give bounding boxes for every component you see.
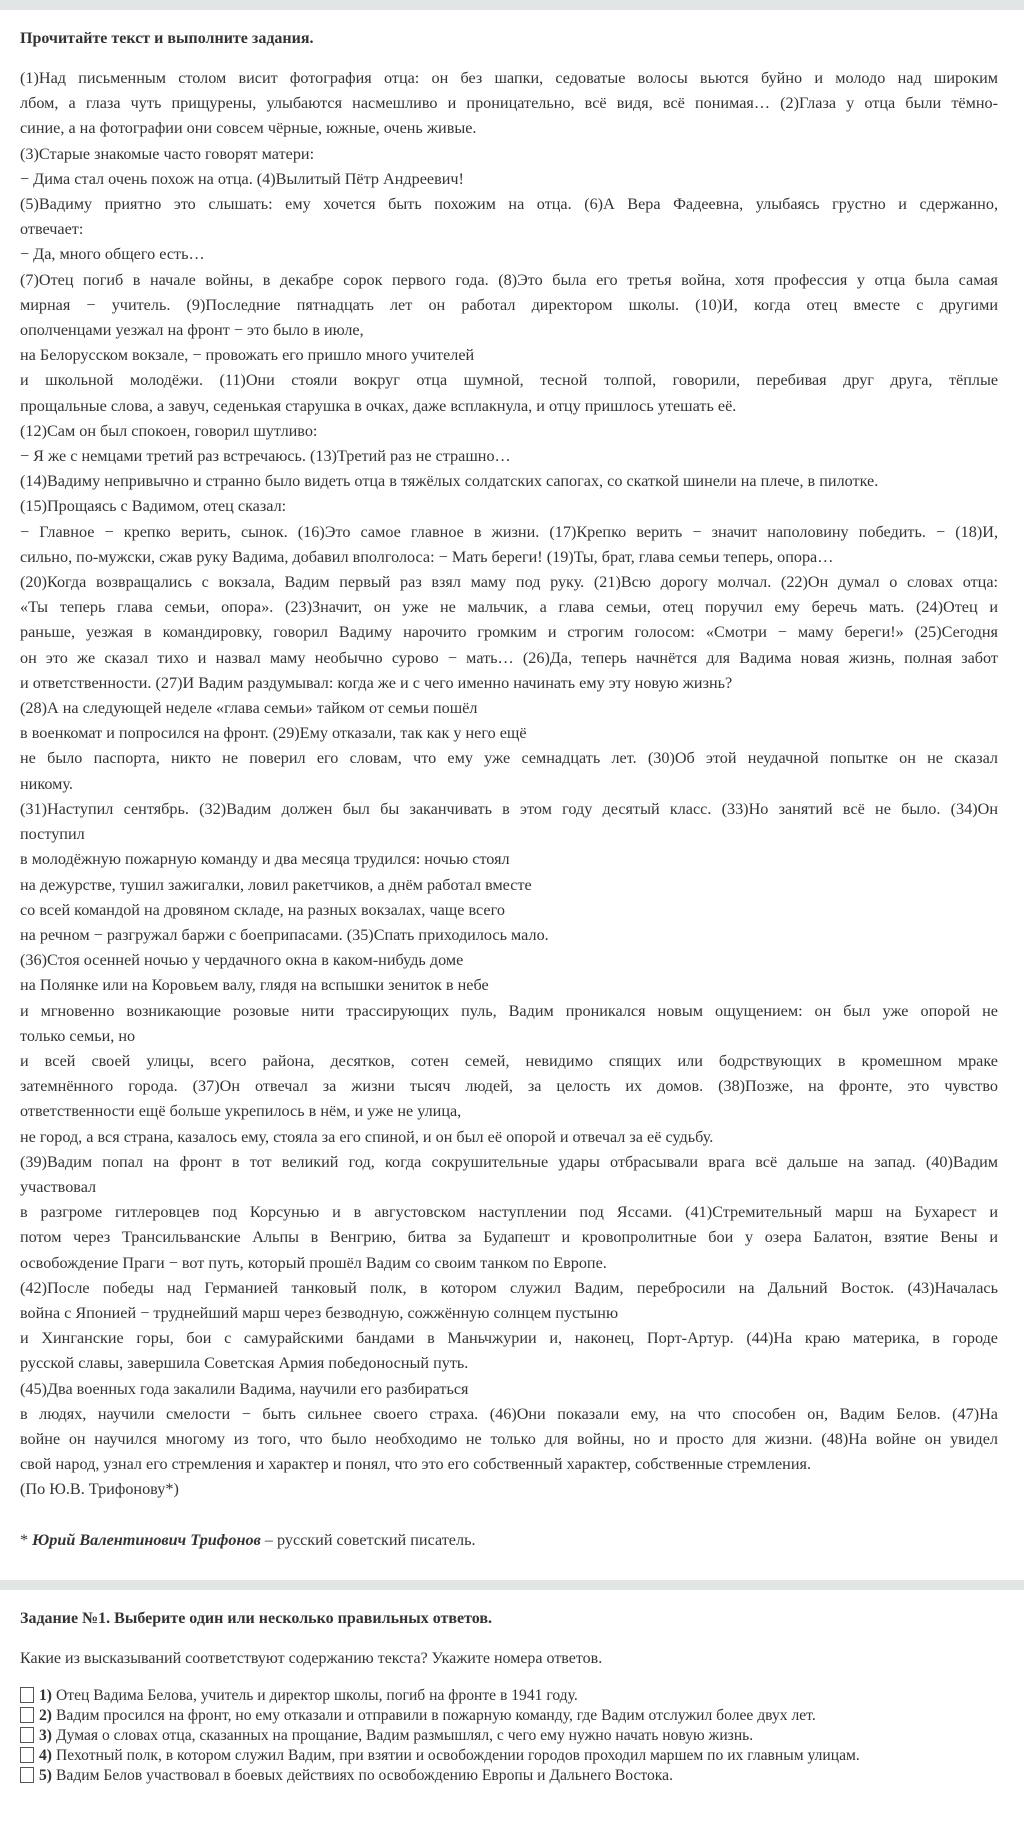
reading-text-section [20,26,998,1553]
footnote [20,1528,998,1553]
text-line: в людях, научили смелости − быть сильнее своего страха. (46)Они показали ему, на что способен он, Вадим Белов. (47)На [20,1404,998,1423]
text-line: не было паспорта, никто не поверил его словам, что ему уже семнадцать лет. (30)Об этой неудачной попытке он не сказал [20,749,998,768]
text-line: мирная − учитель. (9)Последние пятнадцать лет он работал директором школы. (10)И, когда отец вместе с другими [20,295,998,314]
text-line: поступил [20,825,85,844]
page-title: Прочитайте текст и выполните задания. [20,30,314,47]
text-line: (28)А на следующей неделе «глава семьи» тайком от семьи пошёл [20,699,478,718]
checkbox[interactable] [20,1707,34,1723]
text-line: и мгновенно возникающие розовые нити трассирующих пуль, Вадим проникался новым ощущением: он был уже опорой не [20,1001,998,1020]
text-line: в разгроме гитлеровцев под Корсунью и в августовском наступлении под Яссами. (41)Стремительный марш на Бухарест и [20,1203,998,1222]
section-divider [0,1580,1024,1590]
task-section [20,1606,998,1785]
option-text: Отец Вадима Белова, учитель и директор школы, погиб на фронте в 1941 году. [56,1686,578,1704]
text-line: в военкомат и попросился на фронт. (29)Ему отказали, так как у него ещё [20,724,527,743]
text-line: (1)Над письменным столом висит фотография отца: он без шапки, седоватые волосы вьются буйно и молодо над широким [20,69,998,87]
task-title: Задание №1. Выберите один или несколько правильных ответов. [20,1610,493,1627]
top-bar [0,0,1024,10]
text-line: сильно, по-мужски, сжав руку Вадима, добавил вполголоса: − Мать береги! (19)Ты, брат, глава семьи теперь, опора… [20,547,834,566]
text-line: ополченцами уезжал на фронт − это было в июле, [20,321,364,340]
text-line: на Белорусском вокзале, − провожать его пришло много учителей [20,346,475,365]
text-line: на речном − разгружал баржи с боеприпасами. (35)Спать приходилось мало. [20,925,549,944]
text-line: − Да, много общего есть… [20,245,205,264]
text-line: не город, а вся страна, казалось ему, стояла за его спиной, и он был её опорой и отвечал за её судьбу. [20,1127,714,1146]
option-number: 4) [39,1746,52,1764]
text-line: синие, а на фотографии они совсем чёрные, южные, очень живые. [20,119,477,138]
option-text: Вадим просился на фронт, но ему отказали и отправили в пожарную команду, где Вадим отслужил более двух лет. [56,1706,816,1724]
text-line: русской славы, завершила Советская Армия победоносный путь. [20,1354,469,1373]
text-line: на дежурстве, тушил зажигалки, ловил ракетчиков, а днём работал вместе [20,875,532,894]
text-line: свой народ, узнал его стремления и характер и понял, что это его собственный характер, собственные стремления. [20,1455,812,1474]
text-line: и Хинганские горы, бои с самурайскими бандами в Маньчжурии и, наконец, Порт-Артур. (44)На краю материка, в городе [20,1329,998,1348]
reading-text [20,66,998,1503]
text-line: отвечает: [20,220,84,239]
text-line: потом через Трансильванские Альпы в Венгрию, битва за Будапешт и кровопролитные бои у озера Балатон, взятие Вены и [20,1228,998,1247]
text-line: (45)Два военных года закалили Вадима, научили его разбираться [20,1379,469,1398]
text-line: участвовал [20,1177,97,1196]
option-number: 5) [39,1766,52,1784]
text-line: только семьи, но [20,1026,136,1045]
text-line: война с Японией − труднейший марш через безводную, сожжённую солнцем пустыню [20,1303,619,1322]
text-line: (39)Вадим попал на фронт в тот великий год, когда сокрушительные удары отбрасывали врага всё дальше на запад. (40)Вадим [20,1152,998,1171]
footnote-star: * [20,1530,33,1549]
text-line: он это же сказал тихо и назвал маму необычно сурово − мать… (26)Да, теперь начнётся для Вадима новая жизнь, полная забот [20,648,998,667]
text-line: (42)После победы над Германией танковый полк, в котором служил Вадим, перебросили на Дальний Восток. (43)Началась [20,1278,998,1297]
checkbox[interactable] [20,1687,34,1703]
text-line: и всей своей улицы, всего района, десятков, сотен семей, невидимо спящих или бодрствующих в кромешном мраке [20,1051,998,1070]
text-line: (36)Стоя осенней ночью у чердачного окна в каком-нибудь доме [20,951,464,970]
footnote-text: – русский советский писатель. [260,1530,476,1549]
checkbox[interactable] [20,1747,34,1763]
text-line: − Я же с немцами третий раз встречаюсь. (13)Третий раз не страшно… [20,447,511,466]
text-line: (5)Вадиму приятно это слышать: ему хочется быть похожим на отца. (6)А Вера Фадеевна, улыбаясь грустно и сдержанно, [20,195,998,214]
text-line: лбом, а глаза чуть прищурены, улыбаются насмешливо и проницательно, всё видя, всё понимая… (2)Глаза у отца были тёмно- [20,94,998,113]
text-line: (15)Прощаясь с Вадимом, отец сказал: [20,497,287,516]
answer-option[interactable] [20,1765,998,1785]
option-text: Думая о словах отца, сказанных на прощание, Вадим размышлял, с чего ему нужно начать новую жизнь. [56,1726,754,1744]
text-line: никому. [20,774,73,793]
checkbox[interactable] [20,1767,34,1783]
text-line: (31)Наступил сентябрь. (32)Вадим должен был бы заканчивать в этом году десятый класс. (33)Но занятий всё не было. (34)Он [20,799,998,818]
text-line: ответственности ещё больше укрепилось в нём, и уже не улица, [20,1102,462,1121]
text-line: (7)Отец погиб в начале войны, в декабре сорок первого года. (8)Это была его третья война, хотя профессия у отца была самая [20,270,998,289]
option-text: Вадим Белов участвовал в боевых действиях по освобождению Европы и Дальнего Востока. [56,1766,673,1784]
text-line: (По Ю.В. Трифонову*) [20,1480,179,1499]
text-line: и ответственности. (27)И Вадим раздумывал: когда же и с чего именно начинать ему эту новую жизнь? [20,673,733,692]
text-line: − Дима стал очень похож на отца. (4)Вылитый Пётр Андреевич! [20,169,464,188]
text-line: «Ты теперь глава семьи, опора». (23)Значит, он уже не мальчик, а глава семьи, отец поручил ему беречь мать. (24)Отец и [20,598,998,617]
text-line: в молодёжную пожарную команду и два месяца трудился: ночью стоял [20,850,510,869]
text-line: (20)Когда возвращались с вокзала, Вадим первый раз взял маму под руку. (21)Всю дорогу молчал. (22)Он думал о словах отца: [20,573,998,592]
text-line: войне он научился многому из того, что было необходимо не только для войны, но и просто для жизни. (48)На войне он увидел [20,1429,998,1448]
text-line: раньше, уезжая в командировку, говорил Вадиму нарочито громким и строгим голосом: «Смотри − маму береги!» (25)Сегодня [20,623,998,642]
footnote-author: Юрий Валентинович Трифонов [32,1530,261,1549]
option-text: Пехотный полк, в котором служил Вадим, при взятии и освобождении городов проходил маршем по их главным улицам. [56,1746,860,1764]
text-line: прощальные слова, а завуч, седенькая старушка в очках, даже всплакнула, и отцу пришлось утешать её. [20,396,737,415]
text-line: затемнённого города. (37)Он отвечал за жизни тысяч людей, за целость их домов. (38)Позже, на фронте, это чувство [20,1077,998,1096]
answer-options [20,1685,998,1785]
checkbox[interactable] [20,1727,34,1743]
text-line: − Главное − крепко верить, сынок. (16)Это самое главное в жизни. (17)Крепко верить − значит наполовину победить. − (18)И, [20,522,998,541]
task-question: Какие из высказываний соответствуют содержанию текста? Укажите номера ответов. [20,1650,603,1667]
text-line: и школьной молодёжи. (11)Они стояли вокруг отца шумной, тесной толпой, говорили, перебивая друг друга, тёплые [20,371,998,390]
text-line: (3)Старые знакомые часто говорят матери: [20,144,315,163]
option-number: 3) [39,1726,52,1744]
text-line: (12)Сам он был спокоен, говорил шутливо: [20,421,318,440]
text-line: освобождение Праги − вот путь, который прошёл Вадим со своим танком по Европе. [20,1253,607,1272]
text-line: (14)Вадиму непривычно и странно было видеть отца в тяжёлых солдатских сапогах, со скаткой шинели на плече, в пилотке. [20,472,879,491]
text-line: со всей командой на дровяном складе, на разных вокзалах, чаще всего [20,900,505,919]
text-line: на Полянке или на Коровьем валу, глядя на вспышки зениток в небе [20,976,489,995]
option-number: 2) [39,1706,52,1724]
option-number: 1) [39,1686,52,1704]
